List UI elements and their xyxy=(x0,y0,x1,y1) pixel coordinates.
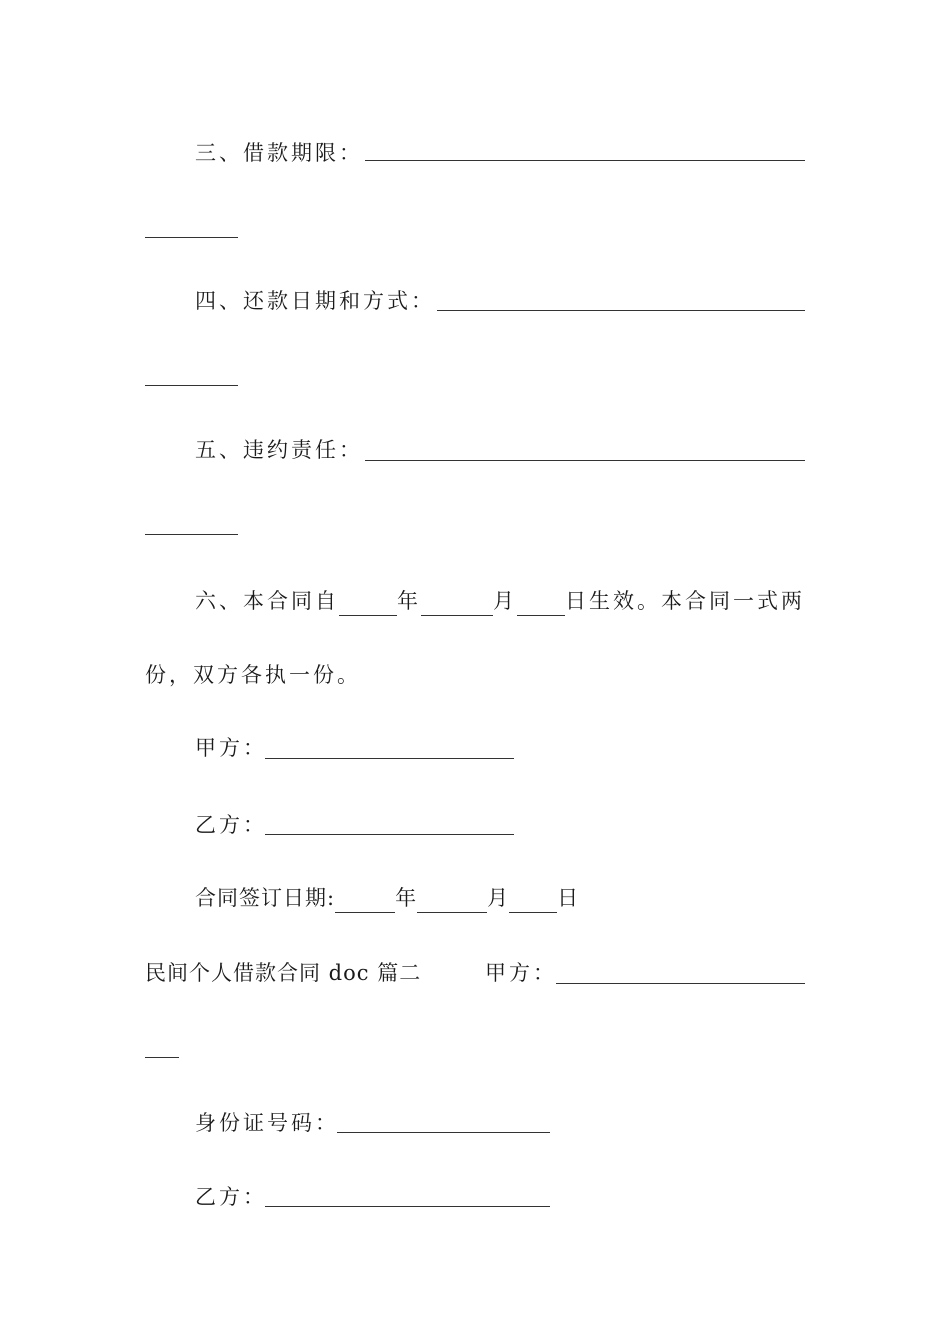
id-number-label: 身份证号码： xyxy=(195,1111,339,1135)
party-a-line xyxy=(195,733,267,763)
copies-text: 份，双方各执一份。 xyxy=(145,663,361,687)
effective-year-label: 年 xyxy=(397,589,421,613)
repayment-blank-continued[interactable] xyxy=(145,384,238,386)
section-two-party-b-label: 乙方： xyxy=(195,1185,267,1209)
sign-day-label: 日 xyxy=(557,886,580,910)
breach-blank-continued[interactable] xyxy=(145,533,238,535)
sign-year-blank[interactable] xyxy=(335,890,395,913)
term-blank[interactable] xyxy=(365,159,805,161)
sign-year-label: 年 xyxy=(395,886,418,910)
section-two-party-a-label: 甲方： xyxy=(485,961,557,985)
repayment-label: 四、还款日期和方式： xyxy=(195,289,435,313)
effective-prefix: 六、本合同自 xyxy=(195,589,339,613)
sign-month-label: 月 xyxy=(487,886,510,910)
breach-blank[interactable] xyxy=(365,459,805,461)
effective-month-label: 月 xyxy=(493,589,517,613)
party-b-line xyxy=(195,810,267,840)
effective-year-blank[interactable] xyxy=(339,593,397,616)
section-two-party-a-line xyxy=(485,958,557,988)
section-two-title: 民间个人借款合同 doc 篇二 xyxy=(145,961,422,985)
party-a-blank[interactable] xyxy=(265,757,514,759)
term-label: 三、借款期限： xyxy=(195,141,363,165)
repayment-blank[interactable] xyxy=(437,309,805,311)
repayment-line xyxy=(195,286,435,316)
sign-day-blank[interactable] xyxy=(509,890,557,913)
breach-label: 五、违约责任： xyxy=(195,438,363,462)
party-b-label: 乙方： xyxy=(195,813,267,837)
term-line xyxy=(195,138,363,168)
section-two-party-a-blank-continued[interactable] xyxy=(145,1056,179,1058)
copies-line xyxy=(145,660,361,690)
party-a-label: 甲方： xyxy=(195,736,267,760)
effective-line xyxy=(195,586,805,616)
term-blank-continued[interactable] xyxy=(145,236,238,238)
sign-date-label: 合同签订日期: xyxy=(195,886,336,910)
section-two-title-line xyxy=(145,958,421,988)
section-two-party-a-blank[interactable] xyxy=(556,982,805,984)
effective-day-blank[interactable] xyxy=(517,593,565,616)
effective-suffix: 日生效。本合同一式两 xyxy=(565,589,805,613)
id-number-line xyxy=(195,1108,339,1138)
sign-month-blank[interactable] xyxy=(417,890,487,913)
id-number-blank[interactable] xyxy=(337,1131,550,1133)
party-b-blank[interactable] xyxy=(265,833,514,835)
breach-line xyxy=(195,435,363,465)
section-two-party-b-blank[interactable] xyxy=(265,1205,550,1207)
effective-month-blank[interactable] xyxy=(421,593,493,616)
sign-date-line xyxy=(195,883,579,913)
section-two-party-b-line xyxy=(195,1182,267,1212)
